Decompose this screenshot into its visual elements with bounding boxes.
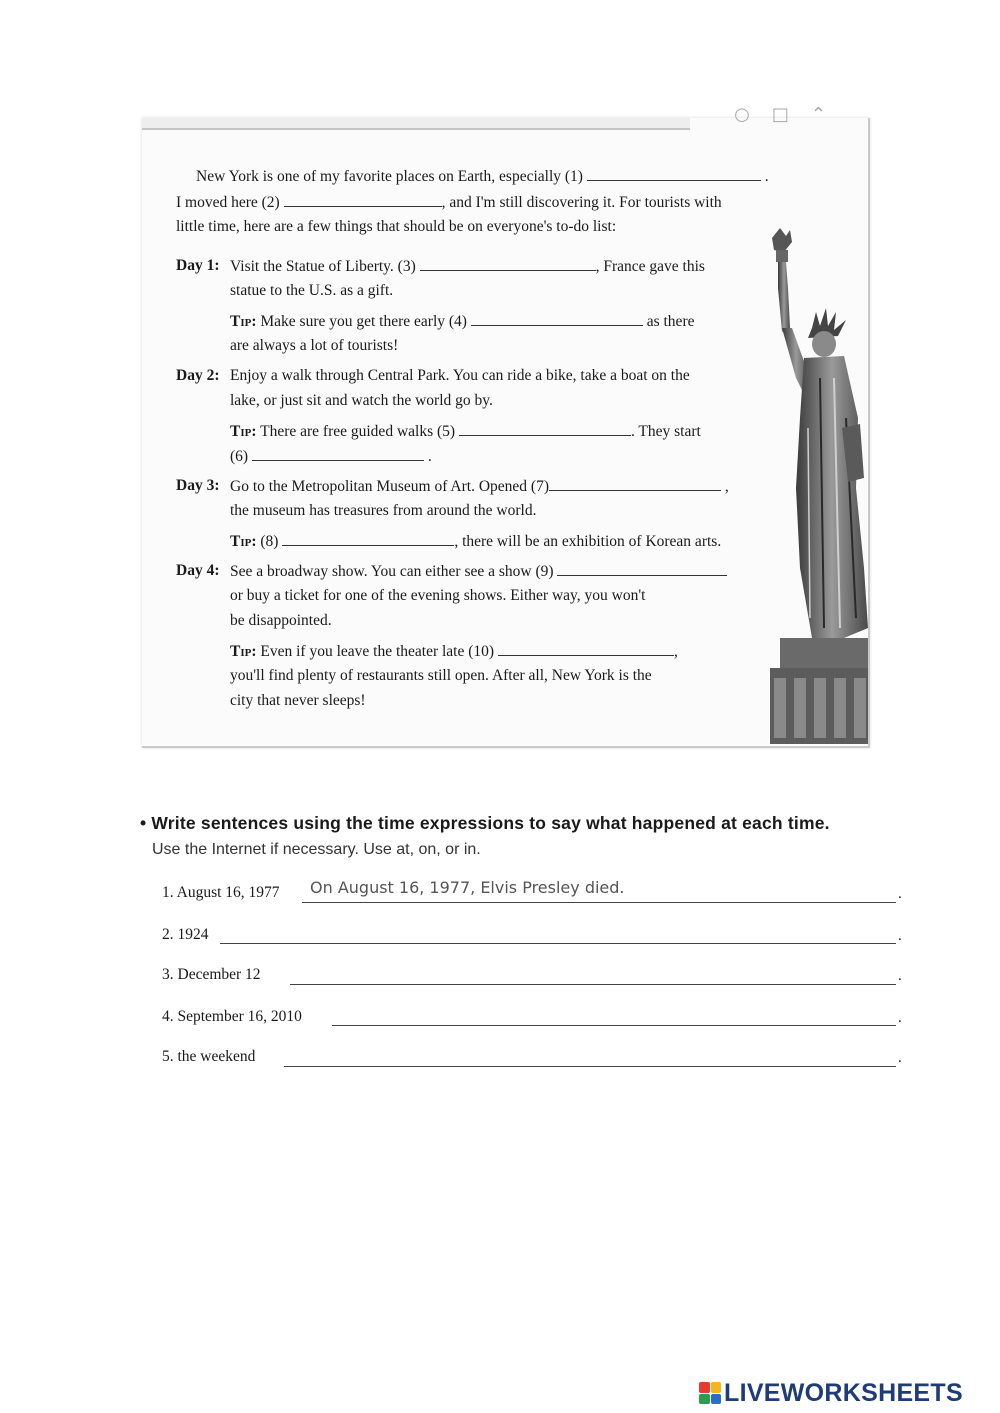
passage-text: (8) xyxy=(260,533,279,550)
passage-text: Visit the Statue of Liberty. (3) xyxy=(230,258,416,275)
passage-text: Make sure you get there early (4) xyxy=(260,313,467,330)
day2-line-1: Enjoy a walk through Central Park. You can ride a bike, take a boat on the xyxy=(230,367,690,384)
day3-line-1 xyxy=(230,476,729,497)
tip-label: Tip: xyxy=(230,423,257,440)
passage-text: , France gave this xyxy=(595,258,705,275)
blank-4[interactable] xyxy=(471,311,643,326)
exercise-item-5-label: 5. the weekend xyxy=(162,1048,256,1065)
exercise-item-4-label: 4. September 16, 2010 xyxy=(162,1008,302,1025)
close-icon: ⌃ xyxy=(810,104,848,125)
passage-text: (6) xyxy=(230,448,249,465)
logo-square-green xyxy=(699,1394,710,1405)
tip2-line-2 xyxy=(230,446,432,467)
day4-line-3: be disappointed. xyxy=(230,612,332,629)
blank-8[interactable] xyxy=(282,531,454,546)
exercise-item-2-period: . xyxy=(898,928,902,944)
exercise-item-3-label: 3. December 12 xyxy=(162,966,261,983)
tip1-line-1 xyxy=(230,311,694,332)
passage-text: See a broadway show. You can either see a show (9) xyxy=(230,563,554,580)
tip2-line-1 xyxy=(230,421,701,442)
passage-text: Go to the Metropolitan Museum of Art. Opened (7) xyxy=(230,478,549,495)
passage-text: , and I'm still discovering it. For tourists with xyxy=(441,194,722,211)
blank-10[interactable] xyxy=(498,641,674,656)
exercise-item-1-period: . xyxy=(898,886,902,902)
passage-line-1 xyxy=(196,166,769,187)
liveworksheets-logo[interactable] xyxy=(699,1378,963,1408)
tip4-line-1 xyxy=(230,641,678,662)
section-bullet: • xyxy=(140,813,152,833)
blank-3[interactable] xyxy=(420,256,596,271)
logo-text: LIVEWORKSHEETS xyxy=(724,1378,963,1407)
day1-line-1 xyxy=(230,256,705,277)
tip1-line-2: are always a lot of tourists! xyxy=(230,337,399,354)
chat-icon: ○ xyxy=(734,104,772,125)
tip3-line-1 xyxy=(230,531,721,552)
day2-line-2: lake, or just sit and watch the world go by. xyxy=(230,392,493,409)
exercise-item-4-line[interactable] xyxy=(332,1025,896,1026)
blank-7[interactable] xyxy=(549,476,721,491)
tip-label: Tip: xyxy=(230,313,257,330)
day4-line-1 xyxy=(230,561,727,582)
exercise-item-5-line[interactable] xyxy=(284,1066,896,1067)
exercise-item-1-label: 1. August 16, 1977 xyxy=(162,884,280,901)
passage-line-3: little time, here are a few things that should be on everyone's to-do list: xyxy=(176,218,617,235)
statue-of-liberty-image xyxy=(760,228,868,744)
day1-label: Day 1: xyxy=(176,257,220,274)
blank-9[interactable] xyxy=(557,561,727,576)
exercise-item-4-period: . xyxy=(898,1010,902,1026)
tip4-line-3: city that never sleeps! xyxy=(230,692,366,709)
passage-text: . xyxy=(764,168,769,185)
exercise-item-2-line[interactable] xyxy=(220,943,896,944)
exercise-item-2-label: 2. 1924 xyxy=(162,926,209,943)
passage-text: . They start xyxy=(630,423,701,440)
logo-square-blue xyxy=(711,1394,722,1405)
blank-5[interactable] xyxy=(459,421,631,436)
day2-label: Day 2: xyxy=(176,367,220,384)
passage-text: , xyxy=(673,643,678,660)
exercise-item-1-answer[interactable]: On August 16, 1977, Elvis Presley died. xyxy=(310,878,625,897)
exercise-item-1-line[interactable] xyxy=(302,902,896,903)
day3-line-2: the museum has treasures from around the world. xyxy=(230,502,537,519)
day4-label: Day 4: xyxy=(176,562,220,579)
blank-6[interactable] xyxy=(252,446,424,461)
window-controls xyxy=(734,104,848,125)
passage-text: as there xyxy=(646,313,695,330)
passage-text: I moved here (2) xyxy=(176,194,280,211)
passage-text: , xyxy=(724,478,729,495)
frame-top-bar xyxy=(142,118,690,130)
passage-text: Even if you leave the theater late (10) xyxy=(260,643,495,660)
exercise-item-5-period: . xyxy=(898,1050,902,1066)
blank-1[interactable] xyxy=(587,166,761,181)
logo-badge-icon xyxy=(699,1382,721,1404)
exercise-title-text: Write sentences using the time expressions to say what happened at each time. xyxy=(151,813,830,833)
day4-line-2: or buy a ticket for one of the evening shows. Either way, you won't xyxy=(230,587,646,604)
passage-text: New York is one of my favorite places on Earth, especially (1) xyxy=(196,168,583,185)
exercise-item-3-period: . xyxy=(898,968,902,984)
exercise-title xyxy=(140,813,830,834)
tip-label: Tip: xyxy=(230,643,257,660)
exercise-item-3-line[interactable] xyxy=(290,984,896,985)
passage-text: There are free guided walks (5) xyxy=(260,423,456,440)
passage-line-2 xyxy=(176,192,722,213)
day1-line-2: statue to the U.S. as a gift. xyxy=(230,282,394,299)
logo-square-red xyxy=(699,1382,710,1393)
tip-label: Tip: xyxy=(230,533,257,550)
passage-text: . xyxy=(427,448,432,465)
day3-label: Day 3: xyxy=(176,477,220,494)
passage-text: , there will be an exhibition of Korean arts. xyxy=(454,533,722,550)
blank-2[interactable] xyxy=(284,192,442,207)
logo-square-yellow xyxy=(711,1382,722,1393)
tip4-line-2: you'll find plenty of restaurants still open. After all, New York is the xyxy=(230,667,652,684)
minimize-icon: □ xyxy=(771,104,811,125)
exercise-subtitle: Use the Internet if necessary. Use at, on, or in. xyxy=(152,841,481,858)
